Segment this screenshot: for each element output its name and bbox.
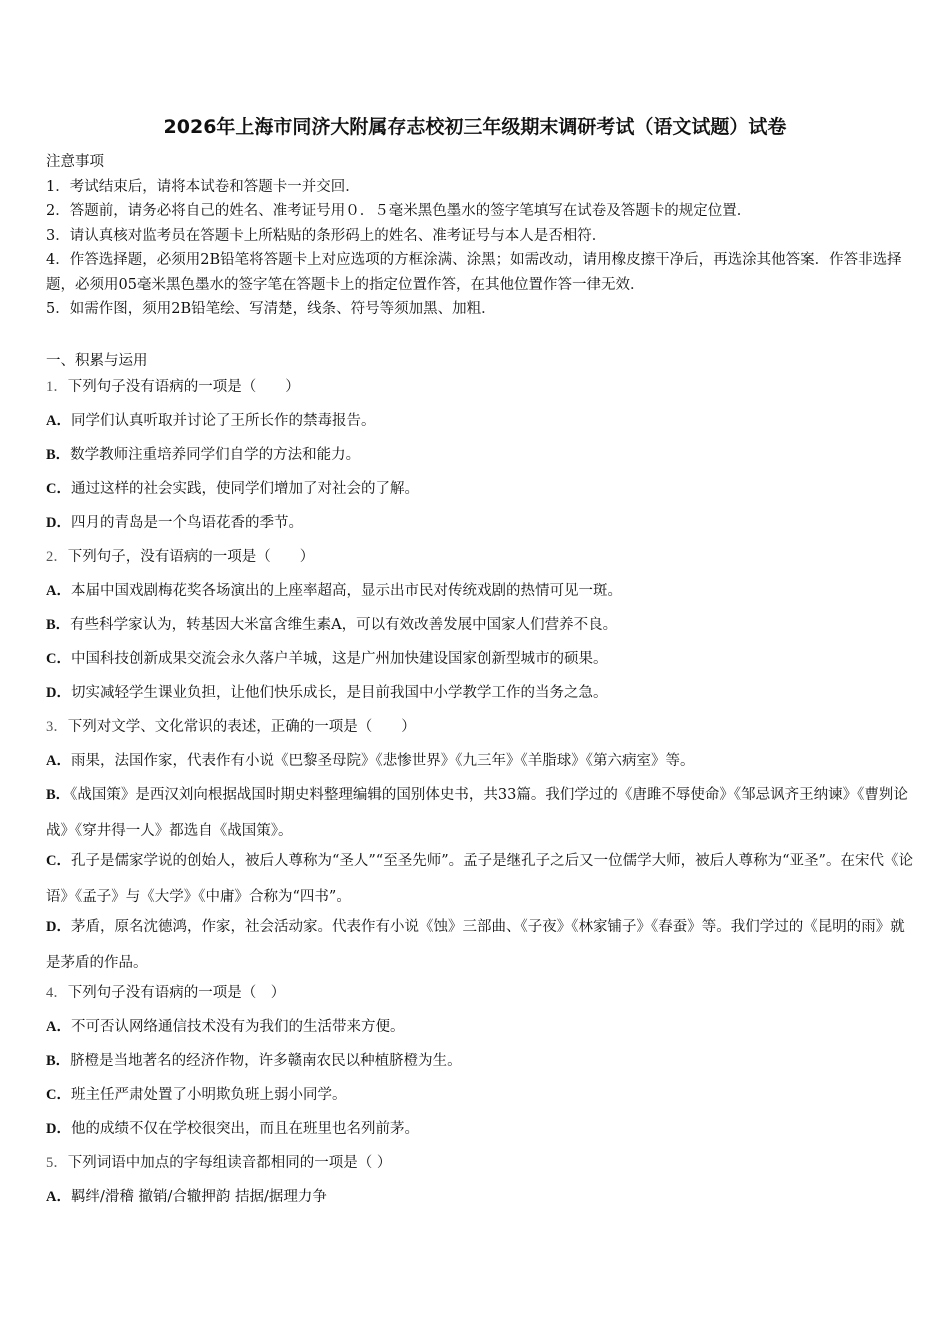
section-accumulation	[46, 349, 916, 1219]
question-4	[46, 981, 916, 1015]
q3-option-c	[46, 843, 916, 915]
option-text: 本届中国戏剧梅花奖各场演出的上座率超高，显示出市民对传统戏剧的热情可见一斑。	[70, 583, 622, 599]
q5-option-a	[46, 1185, 916, 1219]
notes-heading: 注意事项	[46, 154, 104, 170]
option-letter: A．	[46, 1189, 71, 1205]
notes-block	[46, 150, 916, 322]
note-item-2: 2．答题前，请务必将自己的姓名、准考证号用０．５毫米黑色墨水的签字笔填写在试卷及答题卡的规定位置．	[46, 203, 752, 219]
option-letter: D．	[46, 685, 71, 701]
q3-option-b	[46, 777, 916, 849]
option-letter: A．	[46, 583, 71, 599]
option-letter: A．	[46, 1019, 71, 1035]
option-text: 同学们认真听取并讨论了王所长作的禁毒报告。	[70, 413, 376, 429]
option-text: 有些科学家认为，转基因大米富含维生素A，可以有效改善发展中国家人们营养不良。	[70, 617, 618, 633]
option-letter: D．	[46, 919, 71, 935]
q4-option-b	[46, 1049, 916, 1083]
q2-option-a	[46, 579, 916, 613]
option-text: 孔子是儒家学说的创始人，被后人尊称为“圣人”“至圣先师”。孟子是继孔子之后又一位儒学大师，被后人尊称为“亚圣”。在宋代《论语》《孟子》与《大学》《中庸》合称为“四书”。	[46, 853, 913, 905]
option-text: 通过这样的社会实践，使同学们增加了对社会的了解。	[70, 481, 419, 497]
note-item-3: 3．请认真核对监考员在答题卡上所粘贴的条形码上的姓名、准考证号与本人是否相符．	[46, 227, 607, 244]
question-number: 5．	[46, 1155, 68, 1171]
question-3	[46, 715, 916, 749]
option-text: 数学教师注重培养同学们自学的方法和能力。	[70, 447, 361, 463]
option-text: 《战国策》是西汉刘向根据战国时期史料整理编辑的国别体史书，共33篇。我们学过的《唐雎不辱使命》《邹忌讽齐王纳谏》《曹刿论战》《穿井得一人》都选自《战国策》。	[46, 787, 908, 839]
option-letter: C．	[46, 481, 71, 497]
option-letter: B．	[46, 1053, 71, 1069]
option-text: 脐橙是当地著名的经济作物，许多赣南农民以种植脐橙为生。	[70, 1053, 462, 1069]
q1-option-b	[46, 443, 916, 477]
option-text: 茅盾，原名沈德鸿，作家，社会活动家。代表作有小说《蚀》三部曲、《子夜》《林家铺子》《春蚕》等。我们学过的《昆明的雨》就是茅盾的作品。	[46, 919, 905, 971]
q4-option-a	[46, 1015, 916, 1049]
question-1	[46, 375, 916, 409]
q4-option-c	[46, 1083, 916, 1117]
q2-option-c	[46, 647, 916, 681]
option-text: 他的成绩不仅在学校很突出，而且在班里也名列前茅。	[70, 1121, 419, 1137]
section-heading: 一、积累与运用	[46, 353, 148, 369]
question-stem: 下列句子，没有语病的一项是（ ）	[67, 549, 315, 565]
option-letter: B．	[46, 787, 71, 803]
question-stem: 下列句子没有语病的一项是（ ）	[67, 379, 300, 395]
question-number: 1．	[46, 379, 68, 395]
question-number: 4．	[46, 985, 68, 1001]
q2-option-d	[46, 681, 916, 715]
note-item-1: 1．考试结束后，请将本试卷和答题卡一并交回．	[46, 178, 360, 195]
option-text: 班主任严肃处置了小明欺负班上弱小同学。	[70, 1087, 347, 1103]
q4-option-d	[46, 1117, 916, 1151]
question-number: 3．	[46, 719, 68, 735]
question-stem: 下列句子没有语病的一项是（ ）	[67, 985, 286, 1001]
option-letter: A．	[46, 413, 71, 429]
option-letter: C．	[46, 853, 71, 869]
option-text: 雨果，法国作家，代表作有小说《巴黎圣母院》《悲惨世界》《九三年》《羊脂球》《第六病室》等。	[70, 753, 695, 769]
option-letter: D．	[46, 515, 71, 531]
option-text: 羁绊/滑稽 撤销/合辙押韵 拮据/据理力争	[70, 1189, 327, 1205]
note-item-4: 4．作答选择题，必须用2B铅笔将答题卡上对应选项的方框涂满、涂黑；如需改动，请用橡皮擦干净后，再选涂其他答案．作答非选择题，必须用05毫米黑色墨水的签字笔在答题卡上的指定位置作答，在其他位置作答一律无效．	[46, 252, 902, 293]
q1-option-d	[46, 511, 916, 545]
question-number: 2．	[46, 549, 68, 565]
question-stem: 下列对文学、文化常识的表述，正确的一项是（ ）	[67, 719, 416, 735]
question-stem: 下列词语中加点的字每组读音都相同的一项是（ ）	[67, 1155, 392, 1171]
option-letter: B．	[46, 447, 71, 463]
q2-option-b	[46, 613, 916, 647]
question-2	[46, 545, 916, 579]
option-letter: C．	[46, 651, 71, 667]
option-text: 切实减轻学生课业负担，让他们快乐成长，是目前我国中小学教学工作的当务之急。	[70, 685, 608, 701]
question-5	[46, 1151, 916, 1185]
page-title: 2026年上海市同济大附属存志校初三年级期末调研考试（语文试题）试卷	[163, 116, 787, 138]
q3-option-d	[46, 909, 916, 981]
q1-option-c	[46, 477, 916, 511]
option-letter: A．	[46, 753, 71, 769]
option-letter: C．	[46, 1087, 71, 1103]
option-text: 不可否认网络通信技术没有为我们的生活带来方便。	[70, 1019, 405, 1035]
option-letter: B．	[46, 617, 71, 633]
option-text: 四月的青岛是一个鸟语花香的季节。	[70, 515, 303, 531]
option-letter: D．	[46, 1121, 71, 1137]
q1-option-a	[46, 409, 916, 443]
option-text: 中国科技创新成果交流会永久落户羊城，这是广州加快建设国家创新型城市的硕果。	[70, 651, 608, 667]
note-item-5: 5．如需作图，须用2B铅笔绘、写清楚，线条、符号等须加黑、加粗．	[46, 301, 496, 317]
